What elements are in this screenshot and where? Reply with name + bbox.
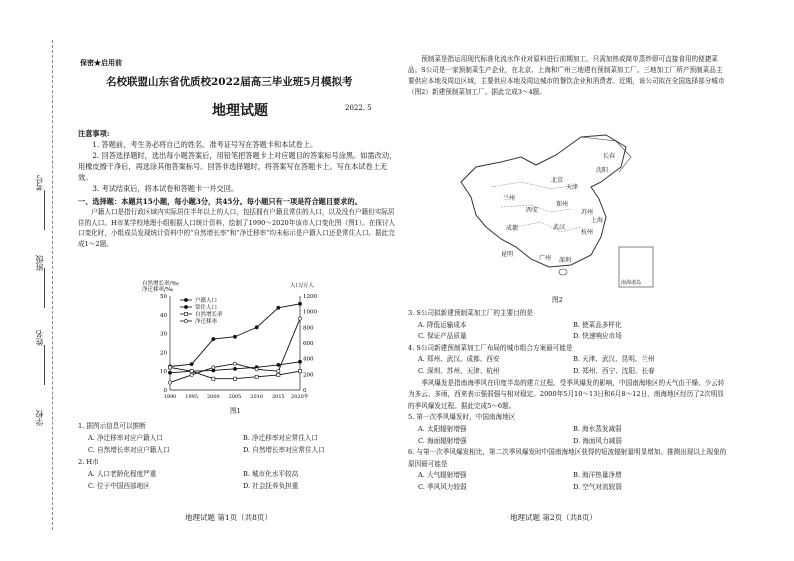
margin-rule xyxy=(44,345,45,385)
q4-option-a[interactable]: A. 郑州、武汉、成都、西安 xyxy=(418,355,500,364)
series-point-2 xyxy=(233,377,236,380)
passage-monsoon: 季风爆发是指南海季风在印度半岛的建立过程。受季风爆发的影响，中国南海地区的天气由干燥、少云转为多云、多雨，西来表示强弱强与相对稳定。2000年5月10～13日和6月8～12日，南海地区经历了2次明显的季风爆发过程。据此完成5～6题。 xyxy=(408,378,725,410)
map-label-shenzhen: 深圳 xyxy=(559,257,572,264)
q4-option-c[interactable]: C. 深圳、苏州、天津、杭州 xyxy=(418,366,500,375)
q6-option-b[interactable]: B. 海洋热量净增 xyxy=(573,471,622,480)
q1-stem: 1. 据图示信息可以推断 xyxy=(78,422,146,430)
right-intro: 预制菜是指运用现代标准化流水作业对原料进行前期加工，只需加热或简单蒸炒即可直接食用的便捷菜品。S公司是一家预制菜生产企业，在北京、上海和广州三地建有预制菜加工厂。三地加工厂所产预制菜品主要供应本地及周边区域，主要供应本地及周边城市的餐饮企业和消费者。近期，该公司拟在全国选择部分城市（图2）新建预制菜加工厂。据此完成3～4题。 xyxy=(408,55,725,96)
map-label-xian: 西安 xyxy=(526,207,539,214)
series-point-1 xyxy=(298,302,301,305)
x-tick-label: 2000 xyxy=(206,394,220,400)
q4-option-b[interactable]: B. 天津、武汉、昆明、兰州 xyxy=(573,355,655,364)
map-label-tianjin: 天津 xyxy=(566,184,579,191)
figure1-caption: 图1 xyxy=(230,407,241,415)
q3-stem: 3. S公司拟新建预制菜加工厂的主要目的是 xyxy=(408,309,533,317)
section-intro: 户籍人口是指行政区域内实际居住半年以上的人口，包括拥有户籍且常住的人口，以及没有户籍但实际居住的人口。H市某学校地理小组根据人口统计资料，绘制了1990～2020年该市人口变化图（图1）。在探讨人口变化时，小组成员发现统计资料中的“自然增长率”和“净迁移率”均未标示是户籍人口还是常住人口。据此完成1～2题。 xyxy=(78,208,396,248)
q2-option-b[interactable]: B. 城市化水平较高 xyxy=(243,470,299,478)
q6-option-d[interactable]: D. 空气对流较弱 xyxy=(573,482,622,491)
series-point-1 xyxy=(233,335,236,338)
q4-options xyxy=(408,354,728,377)
series-point-3 xyxy=(233,362,236,365)
q6-option-a[interactable]: A. 大气辐射增强 xyxy=(418,471,467,480)
y-left-tick-label: 50 xyxy=(160,294,167,300)
series-point-2 xyxy=(190,370,193,373)
legend-label: 净迁移率 xyxy=(195,319,218,325)
map-label-south-china-sea: 南海诸岛 xyxy=(621,280,642,286)
legend-label: 自然增长率 xyxy=(195,312,223,318)
map-label-hangzhou: 杭州 xyxy=(581,229,594,236)
map-label-guangzhou: 广州 xyxy=(539,255,552,262)
y-right-tick-label: 400 xyxy=(303,356,314,363)
q5-option-d[interactable]: D. 海面风力减弱 xyxy=(573,436,622,445)
y-right-tick-label: 600 xyxy=(303,341,314,347)
section-heading: 一、选择题：本题共15小题，每小题3分，共45分。每小题只有一项是符合题目要求的。 xyxy=(78,197,362,206)
series-point-2 xyxy=(255,375,258,378)
map-label-kunming: 昆明 xyxy=(501,251,514,258)
legend-label: 户籍人口 xyxy=(195,298,218,304)
series-point-0 xyxy=(233,367,236,370)
series-point-3 xyxy=(168,381,171,384)
q2-options xyxy=(78,468,398,492)
china-map-outline xyxy=(431,127,657,291)
q5-stem: 5. 第一次季风爆发时，中国南海地区 xyxy=(408,413,516,422)
series-point-0 xyxy=(168,371,171,374)
q5-option-c[interactable]: C. 海面辐射增强 xyxy=(418,436,467,445)
q1-option-d[interactable]: D. 自然增长率对应常住人口 xyxy=(243,446,325,454)
q2-option-d[interactable]: D. 社会抚养负担重 xyxy=(243,482,299,490)
y-right-tick-label: 1200 xyxy=(303,294,317,300)
legend-marker xyxy=(184,305,187,308)
notice-heading: 注意事项: xyxy=(78,129,110,138)
footer-page1: 地理试题 第1页（共8页） xyxy=(185,513,272,522)
q6-options xyxy=(408,470,728,493)
figure2-caption: 图2 xyxy=(552,296,563,304)
notice-item: 2. 回答选择题时，选出每小题答案后，用铅笔把答题卡上对应题目的答案标号涂黑。如需改动，用橡皮擦干净后，再选涂其他答案标号。回答非选择题时，将答案写在答题卡上。写在本试卷上无效。 xyxy=(78,151,397,182)
q1-options xyxy=(78,432,398,456)
series-point-2 xyxy=(277,373,280,376)
series-point-1 xyxy=(212,337,215,340)
series-point-1 xyxy=(277,306,280,309)
notice-item: 3. 考试结束后，将本试卷和答题卡一并交回。 xyxy=(92,184,239,193)
x-tick-label: 2010 xyxy=(250,394,264,400)
series-point-2 xyxy=(212,377,215,380)
legend-label: 常住人口 xyxy=(195,305,218,311)
q2-stem: 2. H市 xyxy=(78,458,99,466)
margin-rule xyxy=(44,190,45,230)
q3-option-d[interactable]: D. 快速响应市场 xyxy=(573,332,622,341)
q1-option-a[interactable]: A. 净迁移率对应户籍人口 xyxy=(88,434,163,442)
map-label-shenyang: 沈阳 xyxy=(596,167,609,174)
y-right-axis-label: 人口/万人 xyxy=(290,283,314,289)
margin-label-school: 学校 xyxy=(35,410,44,426)
right-questions xyxy=(408,308,728,494)
y-left-axis-label: 自然增长率/‰ xyxy=(142,281,179,287)
footer-page2: 地理试题 第2页（共8页） xyxy=(510,513,597,522)
map-label-zhengzhou: 郑州 xyxy=(556,201,569,208)
x-tick-label: 2005 xyxy=(228,394,242,400)
margin-label-name: 姓名 xyxy=(35,330,44,346)
binding-line xyxy=(52,40,53,530)
series-point-3 xyxy=(255,368,258,371)
y-right-tick-label: 800 xyxy=(303,325,314,332)
y-right-tick-label: 200 xyxy=(303,372,314,379)
y-right-tick-label: 0 xyxy=(303,388,307,394)
series-line-3 xyxy=(170,319,300,383)
legend-marker xyxy=(184,298,187,301)
q6-stem: 6. 与第一次季风爆发相比，第二次季风爆发时中国南海地区获得的短波辐射量明显增加。推测出现以上现象的原因最可能是 xyxy=(408,448,727,468)
series-point-3 xyxy=(212,366,215,369)
y-left-tick-label: 30 xyxy=(160,331,167,338)
q4-stem: 4. S公司新建预制菜加工厂布局的城市组合方案最可能是 xyxy=(408,343,573,352)
map-label-chengdu: 成都 xyxy=(506,225,519,232)
legend-marker xyxy=(184,319,187,322)
x-tick-label: 2020年 xyxy=(291,394,309,400)
exam-date: 2022. 5 xyxy=(345,104,372,112)
x-tick-label: 1990 xyxy=(163,394,177,400)
q3-options xyxy=(408,320,728,343)
questions-1-2 xyxy=(78,420,398,492)
q5-option-a[interactable]: A. 太阳辐射增强 xyxy=(418,424,467,433)
notice-item: 1. 答题前，考生务必将自己的姓名、准考证号写在答题卡和本试卷上。 xyxy=(92,140,318,149)
x-tick-label: 2015 xyxy=(271,394,285,400)
series-point-3 xyxy=(190,373,193,376)
map-label-wuhan: 武汉 xyxy=(553,224,566,231)
q4-option-d[interactable]: D. 郑州、西宁、沈阳、长春 xyxy=(573,366,655,375)
y-left-tick-label: 10 xyxy=(160,369,167,376)
q3-option-b[interactable]: B. 使菜品多样化 xyxy=(573,320,622,329)
series-point-0 xyxy=(277,363,280,366)
series-point-2 xyxy=(168,366,171,369)
legend-marker xyxy=(184,312,187,315)
subject-title: 地理试题 xyxy=(212,103,268,119)
exam-title: 名校联盟山东省优质校2022届高三毕业班5月模拟考 xyxy=(106,76,353,88)
q3-option-c[interactable]: C. 保证产品质量 xyxy=(418,332,467,341)
series-point-2 xyxy=(298,370,301,373)
map-label-shanghai: 上海 xyxy=(591,217,604,224)
q2-option-a[interactable]: A. 人口老龄化程度严重 xyxy=(88,470,157,478)
margin-label-exam-number: 考号 xyxy=(35,175,44,191)
china-map xyxy=(431,127,657,291)
q3-option-a[interactable]: A. 降低运输成本 xyxy=(418,320,467,329)
map-label-lanzhou: 兰州 xyxy=(503,195,516,202)
y-left-tick-label: 20 xyxy=(160,350,167,357)
series-point-1 xyxy=(255,326,258,329)
q1-option-c[interactable]: C. 自然增长率对应户籍人口 xyxy=(88,446,170,454)
map-label-suzhou: 苏州 xyxy=(581,209,594,216)
secret-mark: 保密★启用前 xyxy=(80,58,122,67)
map-label-changchun: 长春 xyxy=(603,153,616,160)
series-point-3 xyxy=(298,317,301,320)
margin-rule xyxy=(44,268,45,308)
q2-option-c[interactable]: C. 位于中国西部地区 xyxy=(88,482,150,490)
series-point-3 xyxy=(277,370,280,373)
y-right-tick-label: 1000 xyxy=(303,309,317,316)
map-label-beijing: 北京 xyxy=(551,177,564,184)
y-left-tick-label: 0 xyxy=(163,388,167,394)
q1-option-b[interactable]: B. 净迁移率对应常住人口 xyxy=(243,434,318,442)
left-column xyxy=(78,128,398,249)
q6-option-c[interactable]: C. 季风风力较弱 xyxy=(418,482,467,491)
x-tick-label: 1995 xyxy=(185,394,199,400)
margin-label-class: 班级 xyxy=(35,255,44,271)
y-left-tick-label: 40 xyxy=(160,312,167,319)
population-line-chart xyxy=(140,278,330,403)
series-point-1 xyxy=(190,363,193,366)
series-point-0 xyxy=(298,360,301,363)
q5-options xyxy=(408,424,728,447)
q5-option-b[interactable]: B. 海水蒸发减弱 xyxy=(573,424,622,433)
y-left-axis-label-2: 净迁移率/‰ xyxy=(142,287,174,293)
